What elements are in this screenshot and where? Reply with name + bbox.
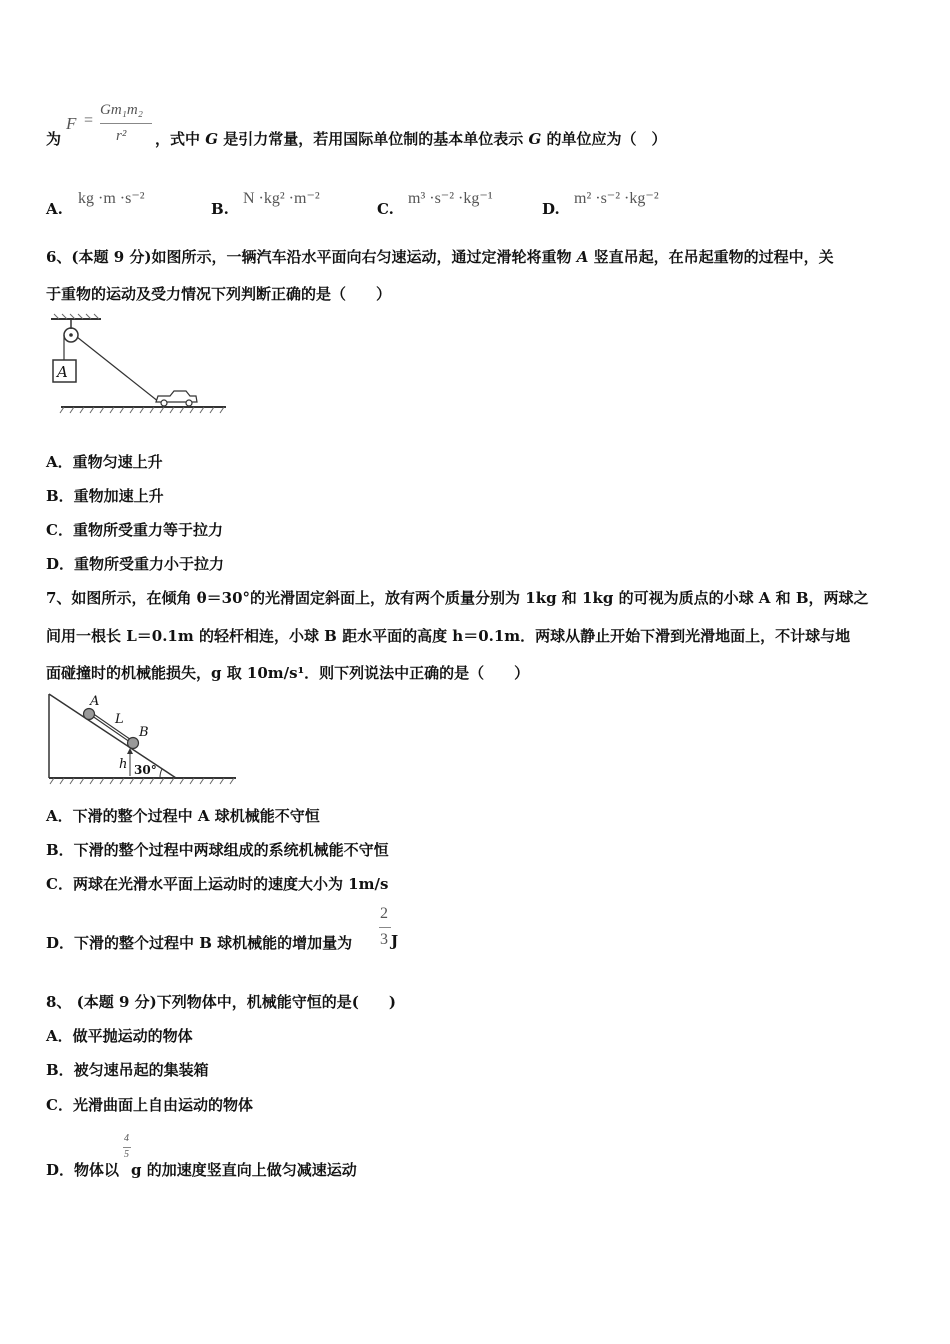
q6-option-c: C．重物所受重力等于拉力 [46, 521, 223, 539]
q5-option-b-label: B. [211, 200, 229, 218]
formula-numerator: Gm₁m₂ [100, 102, 143, 118]
q6-option-a: A．重物匀速上升 [46, 453, 163, 471]
q7-option-a: A．下滑的整个过程中 A 球机械能不守恒 [46, 807, 320, 825]
q6-line-2: 于重物的运动及受力情况下列判断正确的是（ ） [46, 285, 392, 303]
q7-option-b: B．下滑的整个过程中两球组成的系统机械能不守恒 [46, 841, 389, 859]
q7-fig-label-b: B [139, 725, 149, 740]
q7-fig-label-a: A [90, 694, 100, 709]
q5-lead: 为 [46, 130, 62, 148]
q7-option-d-bar [379, 927, 391, 928]
q8-option-a: A．做平抛运动的物体 [46, 1027, 193, 1045]
q8-line-1: 8、 (本题 9 分)下列物体中，机械能守恒的是( ) [46, 993, 396, 1011]
q7-option-d-numerator: 2 [380, 905, 388, 922]
formula-F: F [66, 114, 77, 133]
q7-fig-label-l: L [115, 712, 124, 727]
q6-fig-label-a: A [57, 363, 68, 381]
q6-option-b: B．重物加速上升 [46, 487, 164, 505]
q7-line-1: 7、如图所示，在倾角 θ＝30°的光滑固定斜面上，放有两个质量分别为 1kg 和 1kg 的可视为质点的小球 A 和 B，两球之 [46, 589, 869, 607]
q8-option-b: B．被匀速吊起的集装箱 [46, 1061, 209, 1079]
q7-line-2: 间用一根长 L＝0.1m 的轻杆相连，小球 B 距水平面的高度 h＝0.1m．两球从静止开始下滑到光滑地面上，不计球与地 [46, 627, 851, 645]
q7-option-d-text: D．下滑的整个过程中 B 球机械能的增加量为 [46, 934, 353, 952]
formula-eq: = [84, 112, 94, 129]
formula-denominator: r² [116, 128, 127, 144]
q5-text: ，式中 G 是引力常量，若用国际单位制的基本单位表示 G 的单位应为（ ） [155, 130, 667, 148]
q5-option-d-unit: m² ·s⁻² ·kg⁻² [574, 190, 659, 207]
q8-option-d-bar [123, 1147, 131, 1148]
q8-option-c: C．光滑曲面上自由运动的物体 [46, 1096, 253, 1114]
formula-bar [100, 123, 152, 124]
q6-option-d: D．重物所受重力小于拉力 [46, 555, 225, 573]
q7-fig-label-angle: 30° [134, 763, 157, 777]
q7-option-d-denominator: 3 [380, 931, 388, 948]
q5-option-c-label: C. [377, 200, 394, 218]
q5-option-a-label: A. [46, 200, 63, 218]
q5-option-c-unit: m³ ·s⁻² ·kg⁻¹ [408, 190, 493, 207]
q8-option-d-numerator: 4 [124, 1133, 129, 1144]
q8-option-d-rest: g 的加速度竖直向上做匀减速运动 [131, 1161, 357, 1179]
q5-option-d-label: D. [542, 200, 560, 218]
q8-option-d-denominator: 5 [124, 1149, 129, 1160]
q7-fig-label-h: h [119, 757, 128, 772]
q8-option-d-text: D．物体以 [46, 1161, 120, 1179]
q7-option-d-unit: J [391, 932, 399, 950]
q5-option-a-unit: kg ·m ·s⁻² [78, 190, 145, 207]
q6-line-1: 6、(本题 9 分)如图所示，一辆汽车沿水平面向右匀速运动，通过定滑轮将重物 A 竖直吊起，在吊起重物的过程中，关 [46, 248, 834, 266]
q7-line-3: 面碰撞时的机械能损失，g 取 10m/s¹．则下列说法中正确的是（ ） [46, 664, 530, 682]
q7-option-c: C．两球在光滑水平面上运动时的速度大小为 1m/s [46, 875, 389, 893]
q6-pulley-figure [46, 312, 231, 417]
q5-option-b-unit: N ·kg² ·m⁻² [243, 190, 320, 207]
